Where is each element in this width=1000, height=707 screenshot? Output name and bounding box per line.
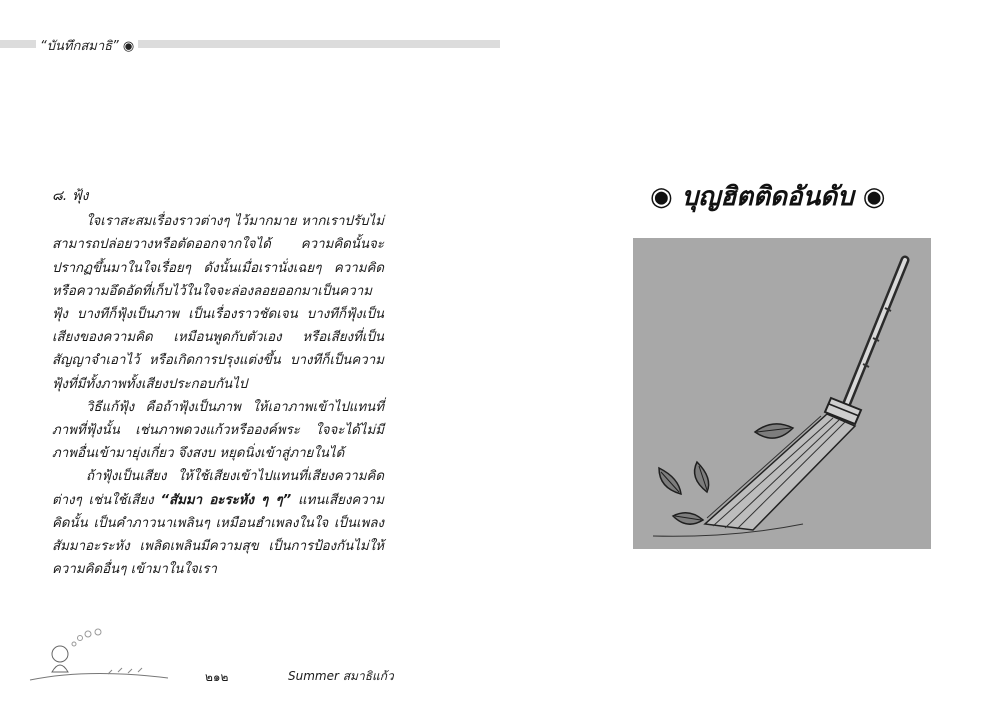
paragraph: ใจเราสะสมเรื่องราวต่างๆ ไว้มากมาย หากเราปรับไม่สามารถปล่อยวางหรือตัดออกจากใจได้ ความคิดนั้นจะปรากฏขึ้นมาในใจเรื่อยๆ ดังนั้นเมื่อเรานั่งเฉยๆ ความคิดหรือความอึดอัดที่เก็บไว้ในใจจะล่องลอยออกมาเป็นความฟุ้ง บางทีก็ฟุ้งเป็นภาพ เป็นเรื่องราวชัดเจน บางทีก็ฟุ้งเป็นเสียงของความคิด เหมือนพูดกับตัวเอง หรือเสียงที่เป็นสัญญาจำเอาไว้ หรือเกิดการปรุงแต่งขึ้น บางทีก็เป็นความฟุ้งที่มีทั้งภาพทั้งเสียงประกอบกันไป (52, 214, 384, 392)
mantra-text: “สัมมา อะระหัง ๆ ๆ” (160, 492, 292, 508)
broom-illustration (633, 238, 931, 549)
broom-leaves-icon (633, 238, 931, 549)
paragraph (52, 465, 384, 581)
paragraph: วิธีแก้ฟุ้ง คือถ้าฟุ้งเป็นภาพ ให้เอาภาพเข้าไปแทนที่ภาพที่ฟุ้งนั้น เช่นภาพดวงแก้วหรือองค์พระ ใจจะได้ไม่มีภาพอื่นเข้ามายุ่งเกี่ยว จึงสงบ หยุดนิ่งเข้าสู่ภายในได้ (52, 399, 384, 462)
paragraph-text: แทนเสียงความคิดนั้น เป็นคำภาวนาเพลินๆ เหมือนฮำเพลงในใจ เป็นเพลงสัมมาอะระหัง เพลิดเพลินมีความสุข เป็นการป้องกันไม่ให้ความคิดอื่นๆ เข้ามาในใจเรา (52, 492, 384, 578)
meditator-doodle-icon (28, 628, 178, 688)
paragraph-text: ถ้าฟุ้งเป็นเสียง ให้ใช้เสียงเข้าไปแทนที่เสียงความคิดต่างๆ เช่นใช้เสียง (52, 469, 384, 508)
body-text (52, 185, 384, 581)
book-title: Summer สมาธิแก้ว (288, 669, 394, 683)
page-number: ๒๑๒ (205, 670, 229, 684)
chapter-title: ◉ บุญฮิตติดอันดับ ◉ (650, 182, 886, 212)
section-title: ๘. ฟุ้ง (52, 188, 89, 204)
running-header: “บันทึกสมาธิ” ◉ (36, 35, 138, 56)
